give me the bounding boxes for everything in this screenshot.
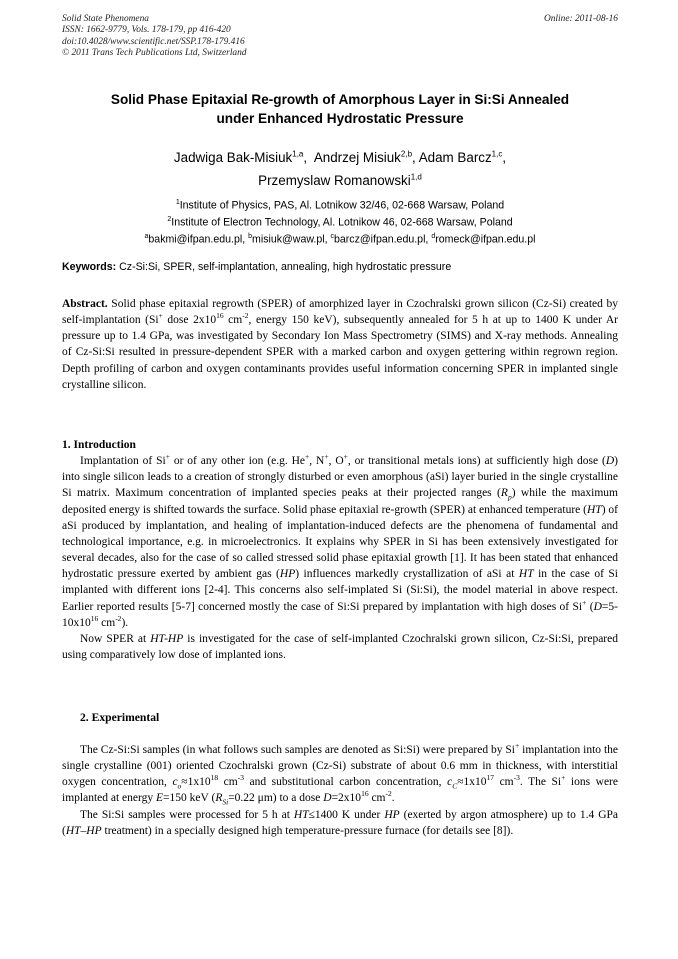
author-4: Przemyslaw Romanowski$^{1,d}$ <box>258 172 422 188</box>
affiliation-1: $^1$Institute of Physics, PAS, Al. Lotnikow 32/46, 02-668 Warsaw, Poland <box>175 199 505 212</box>
paragraph: Implantation of Si+ or of any other ion (e.g. He+, N+, O+, or transitional metals ions) at sufficiently high dose (D) into single silicon leads to a creation of strongly disturbed or even amorphous (aSi) layer buried in the single crystalline Si matrix. Maximum concentration of implanted species peaks at their projected ranges $(R_p)$ while the maximum deposited energy is shifted towards the surface. Solid phase epitaxial re-growth (SPER) at enhanced temperature (HT) of aSi produced by implantation, and healing of implantation-induced defects are the phenomena of fundamental and technological importance, e.g. in microelectronics. It explains why SPER in Si has been extensively investigated for several decades, also for the case of so called stressed solid phase epitaxial growth [1]. It has been stated that enhanced hydrostatic pressure exerted by ambient gas (HP) influences markedly crystallization of aSi at HT in the case of Si implanted with different ions [2-4]. This concerns also self-implated Si (Si:Si), the model material in above respect. Earlier reported results [5-7] concerned mostly the case of Si:Si prepared by implantation with high doses of Si+ ($D=5-10x10^{16}$ $cm^{-2}$). <box>62 452 618 629</box>
paper-title <box>62 90 618 128</box>
journal-name: Solid State Phenomena <box>62 14 149 24</box>
keywords <box>62 260 618 274</box>
author-list <box>62 145 618 190</box>
author-1: Jadwiga Bak-Misiuk$^{1,a}$, <box>173 150 308 166</box>
paragraph: Now SPER at HT-HP is investigated for the case of self-implanted Czochralski grown silicon, Cz-Si:Si, prepared using comparatively low dose of implanted ions. <box>62 632 618 662</box>
affiliations <box>62 196 618 247</box>
email-link[interactable]: barcz@ifpan.edu.pl, <box>333 233 429 246</box>
affiliation-2: $^2$Institute of Electron Technology, Al. Lotnikow 46, 02-668 Warsaw, Poland <box>167 216 513 229</box>
email-link[interactable]: misiuk@waw.pl, <box>252 233 328 246</box>
paragraph: The Si:Si samples were processed for 5 h at HT≤1400 K under HP (exerted by argon atmosphere) up to 1.4 GPa (HT–HP treatment) in a specially designed high temperature-pressure furnace (for details see [8]). <box>62 808 618 837</box>
introduction-section <box>62 437 618 663</box>
email-link[interactable]: romeck@ifpan.edu.pl <box>435 233 536 246</box>
issn-line: ISSN: 1662-9779, Vols. 178-179, pp 416-420 <box>62 25 231 36</box>
section-heading-experimental: 2. Experimental <box>80 711 160 724</box>
doi-line: doi:10.4028/www.scientific.net/SSP.178-179.416 <box>62 36 245 47</box>
online-date: Online: 2011-08-16 <box>543 14 618 24</box>
email-link[interactable]: bakmi@ifpan.edu.pl, <box>148 233 246 246</box>
abstract: Abstract. Solid phase epitaxial regrowth (SPER) of amorphized layer in Czochralski grown silicon (Cz-Si) created by self-implantation (Si+ dose $2x10^{16}$ $cm^{-2}$, energy 150 keV), subsequently annealed for 5 h at up to 1400 K under Ar pressure up to 1.4 GPa, was investigated by Secondary Ion Mass Spectrometry (SIMS) and X-ray methods. Annealing of Cz-Si:Si resulted in pressure-dependent SPER with a marked carbon and oxygen gettering within regrown region. Depth profiling of carbon and oxygen contaminants provides useful information concerning SPER in implanted single crystalline silicon. <box>62 298 618 391</box>
keywords-label: Keywords: <box>62 261 117 273</box>
copyright-line: © 2011 Trans Tech Publications Ltd, Switzerland <box>62 48 247 59</box>
email-list: $^a$bakmi@ifpan.edu.pl, $^b$misiuk@waw.pl, $^c$barcz@ifpan.edu.pl, $^d$romeck@ifpan.edu.pl <box>144 233 536 246</box>
title-line-2: under Enhanced Hydrostatic Pressure <box>216 111 464 126</box>
experimental-section <box>62 742 618 839</box>
author-3: Adam Barcz$^{1,c}$, <box>418 150 507 166</box>
paragraph: The Cz-Si:Si samples (in what follows such samples are denoted as Si:Si) were prepared by Si+ implantation into the single crystalline (001) oriented Czochralski grown (Cz-Si) substrate of about 0.6 mm in thickness, with interstitial oxygen concentration, $c_o\approx 1x10^{18}$ $cm^{-3}$ and substitutional carbon concentration, $c_C\approx 1x10^{17}$ $cm^{-3}$. The Si+ ions were implanted at energy E=150 keV ($R_{Si}=0.22$ μm) to a dose $D=2x10^{16}$ $cm^{-2}$. <box>62 741 618 807</box>
section-heading-introduction: 1. Introduction <box>62 439 136 451</box>
abstract-label: Abstract. <box>62 298 108 310</box>
title-line-1: Solid Phase Epitaxial Re-growth of Amorphous Layer in Si:Si Annealed <box>110 92 570 107</box>
journal-header <box>62 14 618 60</box>
keywords-text: Cz-Si:Si, SPER, self-implantation, annealing, high hydrostatic pressure <box>119 261 452 273</box>
author-2: Andrzej Misiuk$^{2,b}$, <box>313 150 416 166</box>
